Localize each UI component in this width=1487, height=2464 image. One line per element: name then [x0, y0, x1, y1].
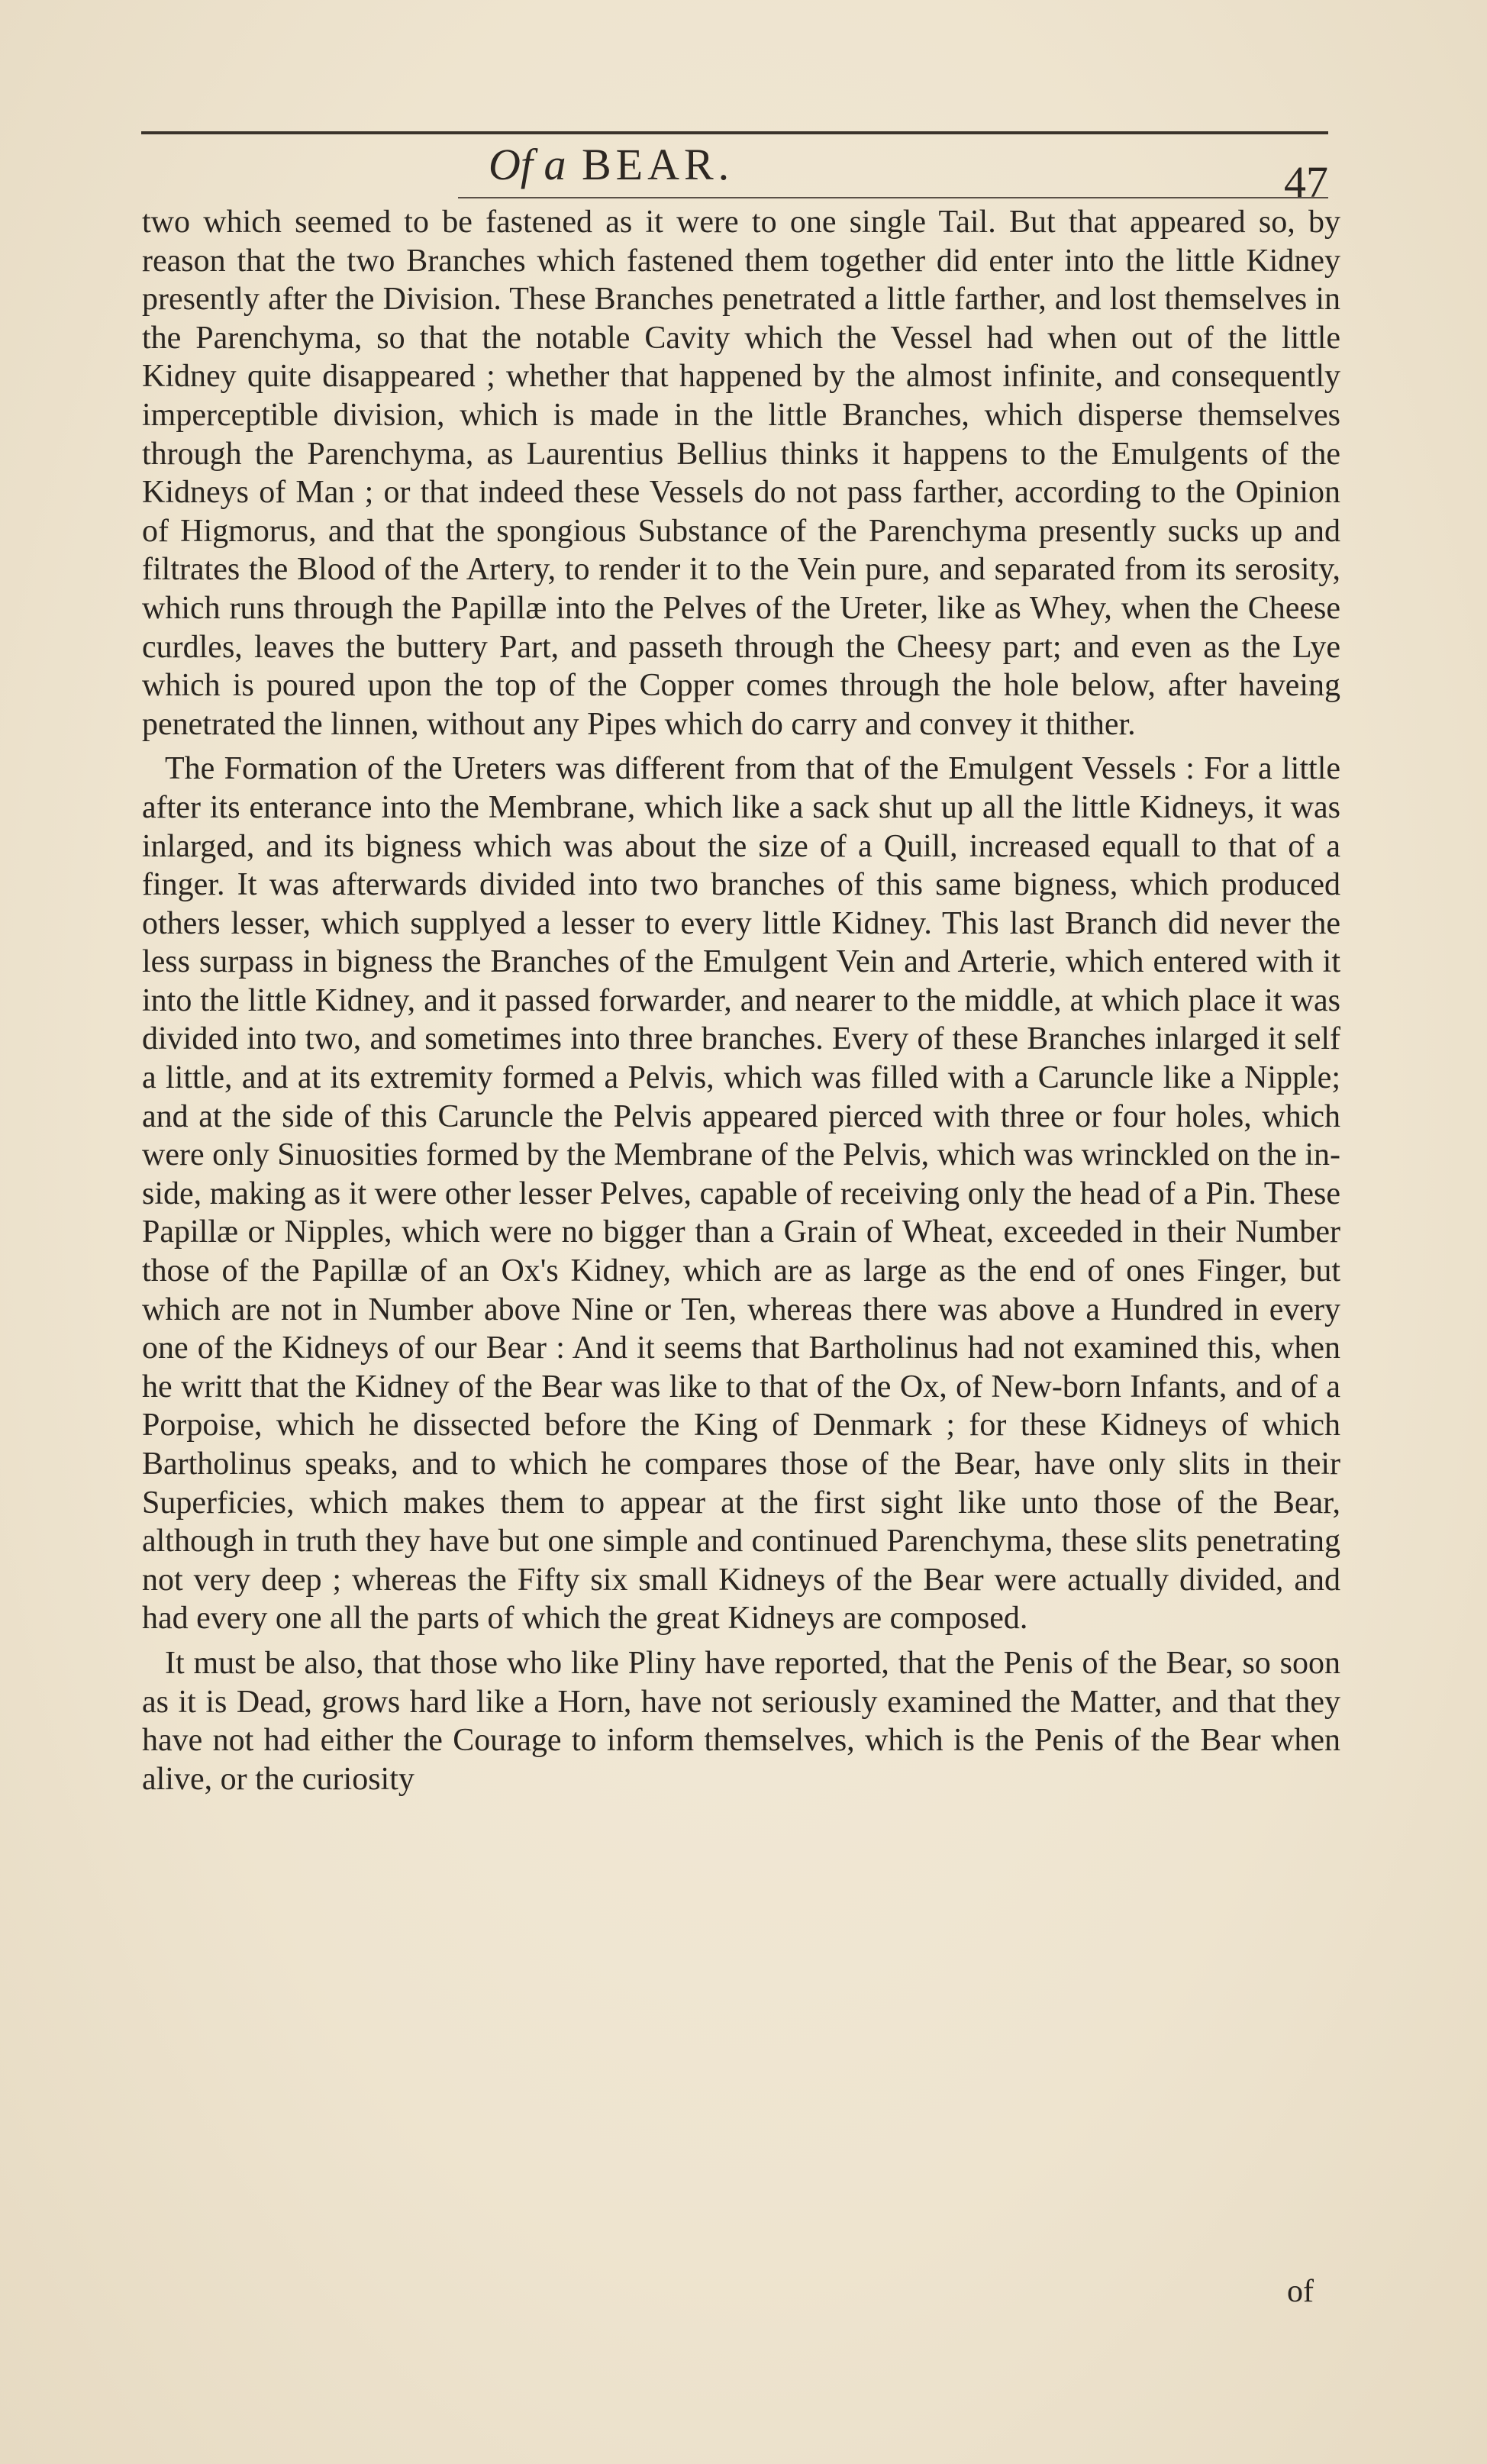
header-underline — [458, 197, 1328, 198]
body-text — [142, 203, 1340, 1798]
catchword: of — [1287, 2274, 1314, 2309]
running-head-of: Of a — [489, 140, 566, 189]
page-number: 47 — [1284, 157, 1328, 207]
paragraph-3: It must be also, that those who like Pliny have reported, that the Penis of the Bear, so soon as it is Dead, grows hard like a Horn, have not seriously examined the Matter, and that they have not had either the Courage to inform themselves, which is the Penis of the Bear when alive, or the curiosity — [142, 1645, 1340, 1797]
running-head-title: BEAR. — [582, 140, 734, 189]
paragraph-1: two which seemed to be fastened as it were to one single Tail. But that appeared so, by reason that the two Branches which fastened them together did enter into the little Kidney presently after the Division. These Branches penetrated a little farther, and lost themselves in the Parenchyma, so that the notable Cavity which the Vessel had when out of the little Kidney quite disappeared ; whether that happened by the almost infinite, and consequently imperceptible division, which is made in the little Branches, which disperse themselves through the Parenchyma, as Laurentius Bellius thinks it happens to the Emulgents of the Kidneys of Man ; or that indeed these Vessels do not pass farther, according to the Opinion of Higmorus, and that the spongious Substance of the Parenchyma presently sucks up and filtrates the Blood of the Artery, to render it to the Vein pure, and separated from its serosity, which runs through the Papillæ into the Pelves of the Ureter, like as Whey, when the Cheese curdles, leaves the buttery Part, and passeth through the Cheesy part; and even as the Lye which is poured upon the top of the Copper comes through the hole below, after haveing penetrated the linnen, without any Pipes which do carry and convey it thither. — [142, 205, 1340, 742]
running-head — [489, 139, 734, 190]
header-rule — [141, 131, 1328, 134]
paragraph-2: The Formation of the Ureters was different from that of the Emulgent Vessels : For a little after its enterance into the Membrane, which like a sack shut up all the little Kidneys, it was inlarged, and its bigness which was about the size of a Quill, increased equall to that of a finger. It was afterwards divided into two branches of this same bigness, which produced others lesser, which supplyed a lesser to every little Kidney. This last Branch did never the less surpass in bigness the Branches of the Emulgent Vein and Arterie, which entered with it into the little Kidney, and it passed forwarder, and nearer to the middle, at which place it was divided into two, and sometimes into three branches. Every of these Branches inlarged it self a little, and at its extremity formed a Pelvis, which was filled with a Caruncle like a Nipple; and at the side of this Caruncle the Pelvis appeared pierced with three or four holes, which were only Sinuosities formed by the Membrane of the Pelvis, which was wrinckled on the in-side, making as it were other lesser Pelves, capable of receiving only the head of a Pin. These Papillæ or Nipples, which were no bigger than a Grain of Wheat, exceeded in their Number those of the Papillæ of an Ox's Kidney, which are as large as the end of ones Finger, but which are not in Number above Nine or Ten, whereas there was above a Hundred in every one of the Kidneys of our Bear : And it seems that Bartholinus had not examined this, when he writt that the Kidney of the Bear was like to that of the Ox, of New-born Infants, and of a Porpoise, which he dissected before the King of Denmark ; for these Kidneys of which Bartholinus speaks, and to which he compares those of the Bear, have only slits in their Superficies, which makes them to appear at the first sight like unto those of the Bear, although in truth they have but one simple and continued Parenchyma, these slits penetrating not very deep ; whereas the Fifty six small Kidneys of the Bear were actually divided, and had every one all the parts of which the great Kidneys are composed. — [142, 751, 1340, 1637]
